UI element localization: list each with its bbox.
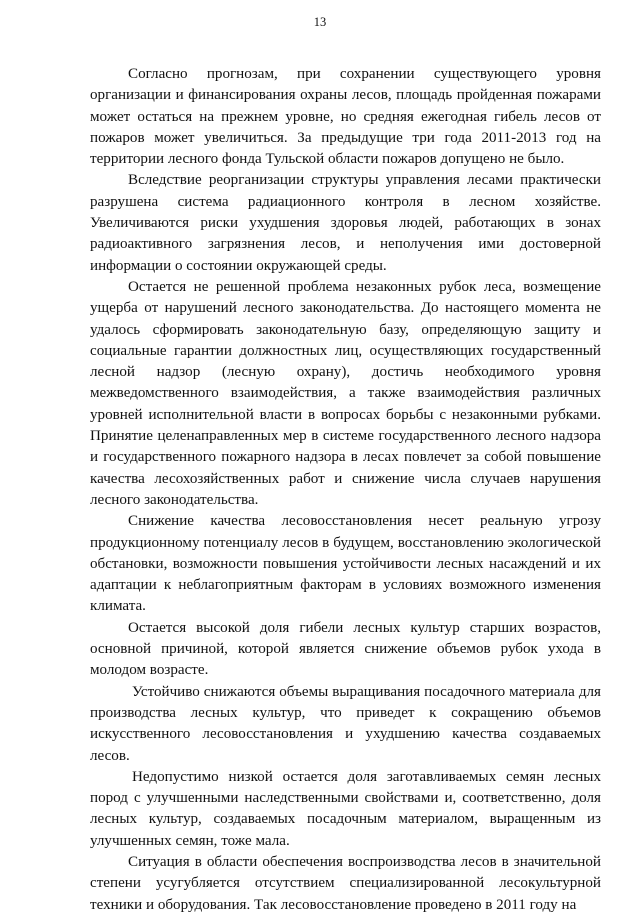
paragraph-radiation-control: Вследствие реорганизации структуры управления лесами практически разрушена система радиационного контроля в лесном хозяйстве. Увеличиваются риски ухудшения здоровья людей, работающих в зонах радиоактивного загрязнения лесов, и неполучения ими достоверной информации о состоянии окружающей среды. — [90, 172, 601, 274]
paragraph-forest-crop-loss: Остается высокой доля гибели лесных культур старших возрастов, основной причиной, которой является снижение объемов рубок ухода в молодом возрасте. — [90, 619, 601, 679]
paragraph-equipment-shortage: Ситуация в области обеспечения воспроизводства лесов в значительной степени усугубляется отсутствием специализированной лесокультурной техники и оборудования. Так лесовосстановление проведено в 2011 году на — [90, 853, 601, 913]
document-body — [90, 64, 601, 916]
paragraph-improved-seeds: Недопустимо низкой остается доля заготавливаемых семян лесных пород с улучшенными наследственными свойствами и, соответственно, доля лесных культур, создаваемых посадочным материалом, выращенным из улучшенных семян, тоже мала. — [90, 768, 601, 849]
page-number: 13 — [313, 15, 327, 29]
paragraph-illegal-logging: Остается не решенной проблема незаконных рубок леса, возмещение ущерба от нарушений лесного законодательства. До настоящего момента не удалось сформировать законодательную базу, определяющую защиту и социальные гарантии должностных лиц, осуществляющих государственный лесной надзор (лесную охрану), достичь необходимого уровня межведомственного взаимодействия, а также взаимодействия различных уровней исполнительной власти в вопросах борьбы с незаконными рубками. Принятие целенаправленных мер в системе государственного лесного надзора и государственного пожарного надзора в лесах повлечет за собой повышение качества лесохозяйственных работ и снижение числа случаев нарушения лесного законодательства. — [90, 278, 601, 508]
paragraph-fire-forecast: Согласно прогнозам, при сохранении существующего уровня организации и финансирования охраны лесов, площадь пройденная пожарами может остаться на прежнем уровне, но средняя ежегодная гибель лесов от пожаров может увеличиться. За предыдущие три года 2011-2013 год на территории лесного фонда Тульской области пожаров допущено не было. — [90, 66, 601, 168]
paragraph-planting-material: Устойчиво снижаются объемы выращивания посадочного материала для производства лесных культур, что приведет к сокращению объемов искусственного лесовосстановления и ухудшению качества создаваемых лесов. — [90, 683, 601, 764]
paragraph-reforestation-quality: Снижение качества лесовосстановления несет реальную угрозу продукционному потенциалу лесов в будущем, восстановлению экологической обстановки, возможности повышения устойчивости лесных насаждений и их адаптации к неблагоприятным факторам в условиях возможного изменения климата. — [90, 513, 601, 615]
